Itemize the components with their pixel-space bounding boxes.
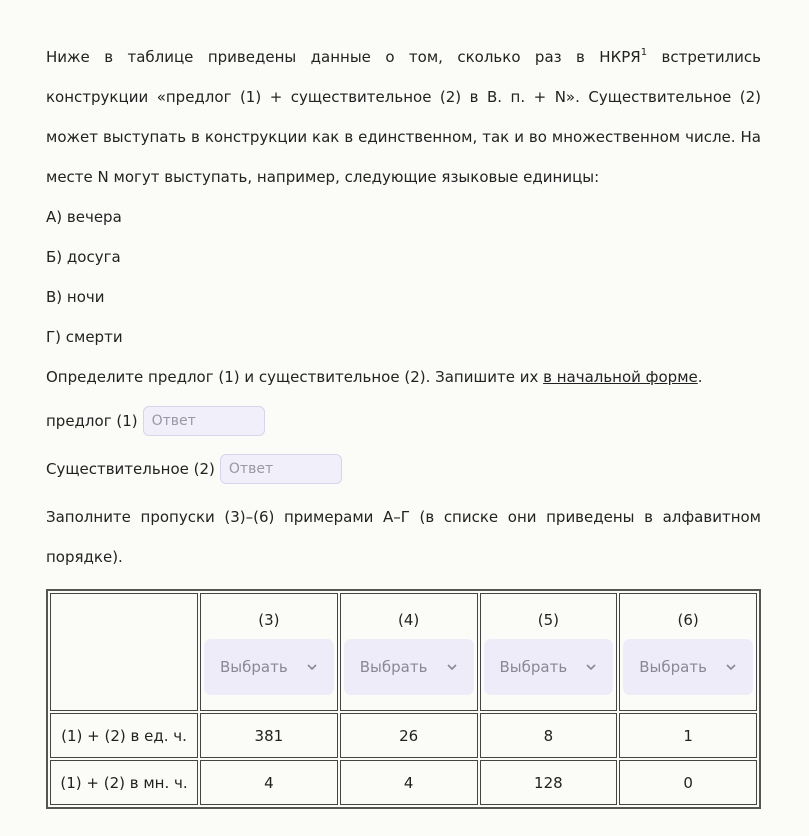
select-dropdown-4[interactable] — [344, 639, 474, 695]
initial-form-link[interactable]: в начальной форме — [543, 368, 698, 386]
row-label: (1) + (2) в ед. ч. — [50, 713, 198, 758]
column-number: (6) — [677, 611, 699, 629]
select-dropdown-6[interactable] — [623, 639, 753, 695]
preposition-row — [46, 397, 761, 445]
intro-text-end: встретились конструкции «предлог (1) + существительное (2) в В. п. + N». Существительное (2) может выступать в конструкции как в единственном, так и во множественном числе. На месте N могут выступать, например, следующие языковые единицы: — [46, 48, 761, 186]
option-a: А) вечера — [46, 208, 122, 226]
column-number: (4) — [398, 611, 420, 629]
table-cell: 4 — [200, 760, 338, 805]
noun-label: Существительное (2) — [46, 460, 215, 478]
table-header-row — [50, 593, 757, 711]
task-content — [46, 0, 761, 577]
task1-text: Определите предлог (1) и существительное (2). Запишите их в начальной форме. — [46, 368, 703, 386]
select-label: Выбрать — [359, 658, 428, 676]
row-label: (1) + (2) в мн. ч. — [50, 760, 198, 805]
empty-corner-cell — [50, 593, 198, 711]
noun-input[interactable] — [220, 454, 342, 484]
preposition-label: предлог (1) — [46, 412, 138, 430]
option-g: Г) смерти — [46, 328, 123, 346]
table-row — [50, 760, 757, 805]
column-3-header — [200, 593, 338, 711]
table-cell: 8 — [480, 713, 618, 758]
option-b: Б) досуга — [46, 248, 121, 266]
task2-text: Заполните пропуски (3)–(6) примерами А–Г (в списке они приведены в алфавитном порядке). — [46, 508, 761, 566]
noun-row — [46, 445, 761, 493]
column-6-header — [619, 593, 757, 711]
table-row — [50, 713, 757, 758]
intro-paragraph — [46, 37, 761, 197]
select-dropdown-3[interactable] — [204, 639, 334, 695]
table-cell: 1 — [619, 713, 757, 758]
column-5-header — [480, 593, 618, 711]
select-dropdown-5[interactable] — [484, 639, 614, 695]
column-4-header — [340, 593, 478, 711]
column-number: (5) — [537, 611, 559, 629]
table-cell: 4 — [340, 760, 478, 805]
select-label: Выбрать — [220, 658, 288, 676]
chevron-down-icon — [306, 661, 318, 673]
footnote-marker[interactable]: 1 — [640, 47, 648, 58]
intro-text-start: Ниже в таблице приведены данные о том, сколько раз в НКРЯ — [46, 48, 641, 66]
select-label: Выбрать — [639, 658, 707, 676]
preposition-input[interactable] — [143, 406, 265, 436]
chevron-down-icon — [446, 661, 458, 673]
chevron-down-icon — [585, 661, 597, 673]
select-label: Выбрать — [499, 658, 568, 676]
table-cell: 26 — [340, 713, 478, 758]
answer-table — [46, 589, 761, 809]
column-number: (3) — [258, 611, 280, 629]
table-cell: 381 — [200, 713, 338, 758]
option-v: В) ночи — [46, 288, 105, 306]
chevron-down-icon — [725, 661, 737, 673]
table-cell: 128 — [480, 760, 618, 805]
table-cell: 0 — [619, 760, 757, 805]
